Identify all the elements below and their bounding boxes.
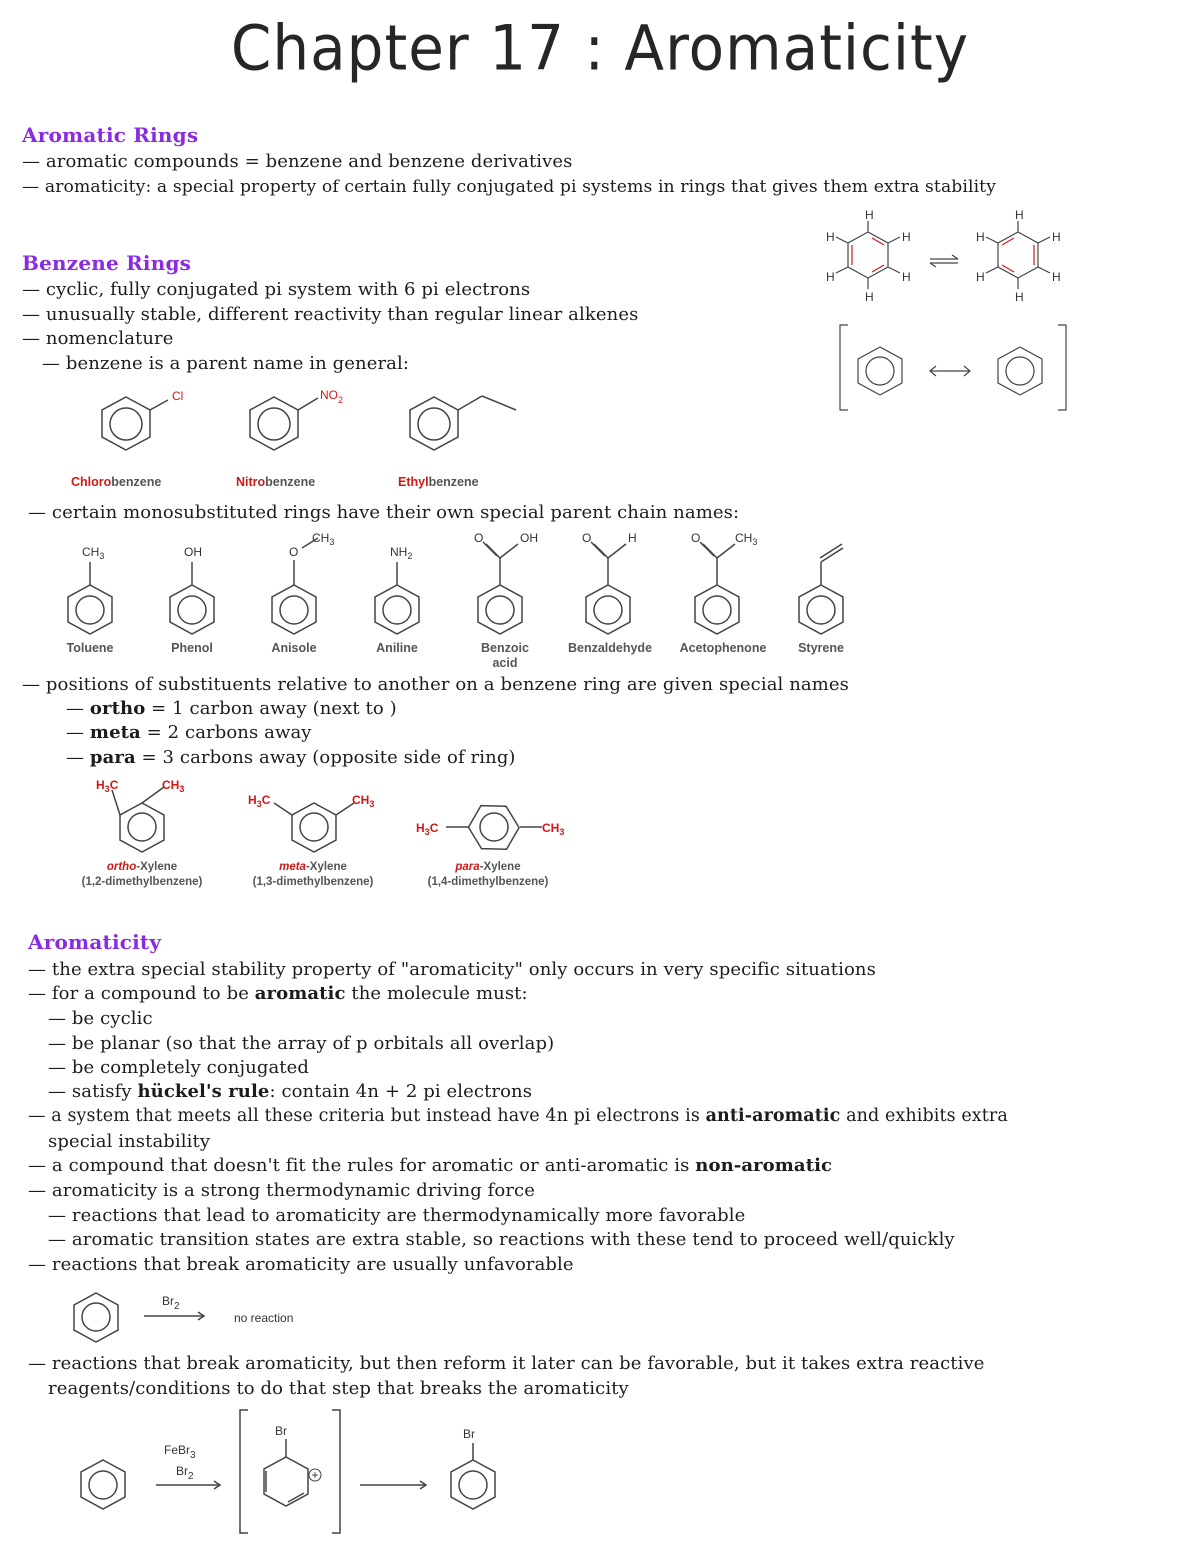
aromaticity-line-1: — the extra special stability property of "aromaticity" only occurs in very specific situations <box>28 959 876 980</box>
svg-text:Benzoic: Benzoic <box>481 641 529 655</box>
svg-text:Anisole: Anisole <box>271 641 317 655</box>
svg-text:CH3: $CH_3$ <box>542 821 565 837</box>
svg-text:Benzaldehyde: Benzaldehyde <box>567 641 653 655</box>
svg-text:CH3: $CH_3$ <box>312 531 335 547</box>
aromaticity-line-3: — be cyclic <box>48 1008 153 1029</box>
svg-text:Aniline: Aniline <box>376 641 418 655</box>
svg-text:OH: OH <box>520 531 538 545</box>
svg-text:acid: acid <box>492 656 518 670</box>
svg-text:(1,2-dimethylbenzene): (1,2-dimethylbenzene) <box>81 876 203 888</box>
aromatic-rings-line-2: — aromaticity: a special property of certain fully conjugated pi systems in rings that gives them extra stability <box>22 177 997 197</box>
svg-text:CH3: $CH_3$ <box>82 545 105 561</box>
xylene-figure <box>70 775 570 893</box>
position-ortho: — ortho = 1 carbon away (next to ) <box>66 698 397 719</box>
svg-text:H: H <box>826 270 835 284</box>
svg-text:CH3: $CH_3$ <box>352 793 375 809</box>
svg-text:H: H <box>976 230 985 244</box>
svg-text:H: H <box>976 270 985 284</box>
aromaticity-line-11: — reactions that lead to aromaticity are thermodynamically more favorable <box>48 1205 746 1226</box>
position-meta: — meta = 2 carbons away <box>66 722 312 743</box>
special-names-figure <box>50 530 870 670</box>
svg-text:Nitrobenzene: Nitrobenzene <box>236 475 316 489</box>
bromination-scheme <box>60 1405 520 1545</box>
svg-text:O: O <box>474 531 484 545</box>
svg-text:ortho-Xylene: ortho-Xylene <box>106 861 178 873</box>
kekule-resonance-figure <box>820 205 1080 415</box>
svg-text:CH3: $CH_3$ <box>735 531 758 547</box>
svg-text:NH2: $NH_2$ <box>390 545 413 561</box>
aromaticity-line-14: — reactions that break aromaticity, but then reform it later can be favorable, but it takes extra reactive <box>28 1353 985 1374</box>
benzene-line-1: — cyclic, fully conjugated pi system with 6 pi electrons <box>22 279 531 300</box>
positions-intro: — positions of substituents relative to another on a benzene ring are given special names <box>22 674 849 695</box>
svg-text:H: H <box>826 230 835 244</box>
svg-text:H: H <box>1015 290 1024 304</box>
svg-text:CH3: $CH_3$ <box>162 778 185 794</box>
svg-text:O: O <box>289 545 299 559</box>
aromaticity-heading: Aromaticity <box>28 930 162 954</box>
svg-text:Br2: $Br_2$ <box>162 1294 180 1312</box>
svg-text:O: O <box>691 531 701 545</box>
aromaticity-line-2: — for a compound to be aromatic the molecule must: <box>28 983 528 1004</box>
svg-text:H: H <box>865 290 874 304</box>
svg-text:H3C: $H_3C$ <box>248 793 271 809</box>
svg-text:Toluene: Toluene <box>66 641 114 655</box>
aromaticity-line-12: — aromatic transition states are extra stable, so reactions with these tend to proceed well/quickly <box>48 1229 955 1250</box>
no-reaction-scheme <box>60 1285 380 1350</box>
benzene-rings-heading: Benzene Rings <box>22 251 192 275</box>
aromaticity-line-8: special instability <box>48 1131 211 1152</box>
benzene-line-4: — benzene is a parent name in general: <box>42 353 410 374</box>
page-title: Chapter 17 : Aromaticity <box>230 11 970 85</box>
aromaticity-line-6: — satisfy hückel's rule: contain 4n + 2 pi electrons <box>48 1081 533 1102</box>
aromaticity-line-5: — be completely conjugated <box>48 1057 310 1078</box>
aromaticity-line-7: — a system that meets all these criteria but instead have 4n pi electrons is anti-aromatic and exhibits extra <box>28 1106 1008 1126</box>
svg-text:O: O <box>582 531 592 545</box>
svg-text:Ethylbenzene: Ethylbenzene <box>398 475 479 489</box>
svg-text:Acetophenone: Acetophenone <box>679 641 767 655</box>
svg-text:Br: Br <box>463 1427 475 1441</box>
svg-text:(1,4-dimethylbenzene): (1,4-dimethylbenzene) <box>427 876 549 888</box>
aromaticity-line-15: reagents/conditions to do that step that breaks the aromaticity <box>48 1378 629 1399</box>
svg-text:para-Xylene: para-Xylene <box>455 861 521 873</box>
svg-text:H3C: $H_3C$ <box>416 821 439 837</box>
general-benzene-examples <box>60 380 540 495</box>
svg-text:(1,3-dimethylbenzene): (1,3-dimethylbenzene) <box>252 876 374 888</box>
position-para: — para = 3 carbons away (opposite side of ring) <box>66 747 516 768</box>
aromaticity-line-13: — reactions that break aromaticity are usually unfavorable <box>28 1254 574 1275</box>
svg-text:H3C: $H_3C$ <box>96 778 119 794</box>
svg-text:H: H <box>902 230 911 244</box>
aromaticity-line-4: — be planar (so that the array of p orbitals all overlap) <box>48 1033 555 1054</box>
aromatic-rings-line-1: — aromatic compounds = benzene and benzene derivatives <box>22 151 573 172</box>
svg-text:H: H <box>902 270 911 284</box>
aromaticity-line-9: — a compound that doesn't fit the rules for aromatic or anti-aromatic is non-aromatic <box>28 1155 833 1176</box>
svg-text:Phenol: Phenol <box>171 641 213 655</box>
svg-text:NO2: $NO_2$ <box>320 388 344 405</box>
svg-text:H: H <box>1015 208 1024 222</box>
benzene-line-2: — unusually stable, different reactivity than regular linear alkenes <box>22 304 639 325</box>
aromaticity-line-10: — aromaticity is a strong thermodynamic driving force <box>28 1180 535 1201</box>
svg-text:H: H <box>865 208 874 222</box>
svg-text:H: H <box>1052 270 1061 284</box>
svg-text:+: + <box>311 1468 319 1482</box>
svg-text:OH: OH <box>184 545 202 559</box>
svg-text:H: H <box>1052 230 1061 244</box>
svg-text:meta-Xylene: meta-Xylene <box>279 861 347 873</box>
svg-text:Br2: $Br_2$ <box>176 1464 194 1482</box>
svg-text:Br: Br <box>275 1424 287 1438</box>
svg-text:H: H <box>628 531 637 545</box>
svg-text:Chlorobenzene: Chlorobenzene <box>71 475 162 489</box>
svg-text:Styrene: Styrene <box>798 641 844 655</box>
svg-text:FeBr3: FeBr$_3$ <box>164 1443 196 1461</box>
aromatic-rings-heading: Aromatic Rings <box>22 123 199 147</box>
special-names-intro: — certain monosubstituted rings have their own special parent chain names: <box>28 502 740 523</box>
benzene-line-3: — nomenclature <box>22 328 174 349</box>
cl-label: Cl <box>172 389 184 403</box>
svg-text:no reaction: no reaction <box>234 1311 294 1325</box>
